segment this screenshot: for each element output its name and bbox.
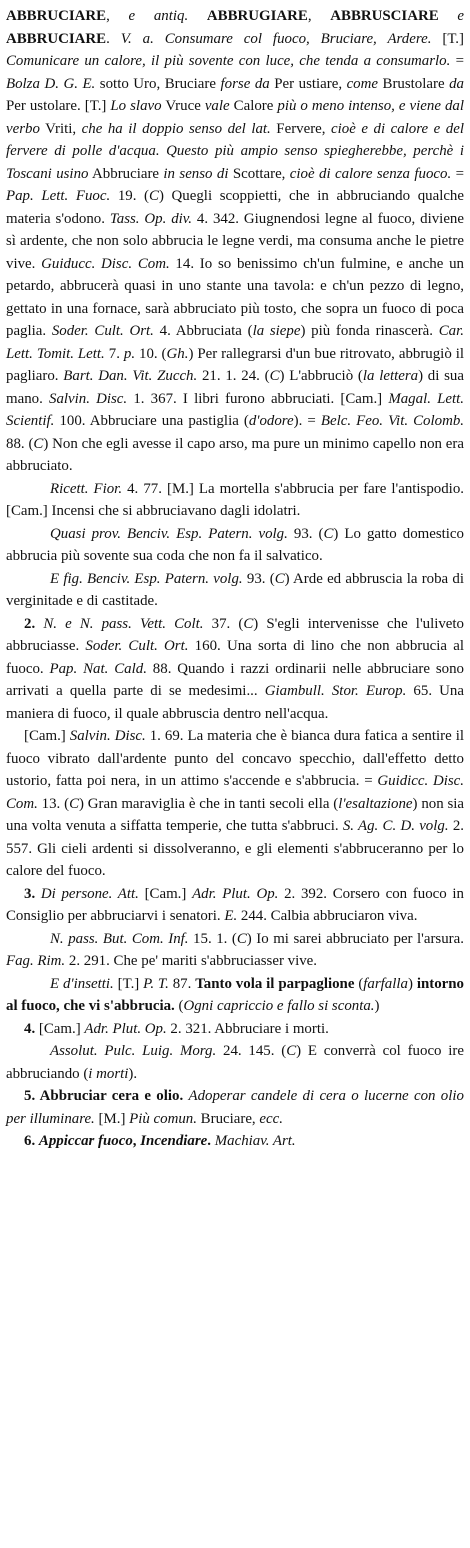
entry-paragraph-n-pass: N. pass. But. Com. Inf. 15. 1. (C) Io mi sarei abbruciato per l'arsura. Fag. Rim. 2. 291. Che pe' mariti s'abbruciasser vive. [6, 930, 464, 969]
entry-sense-2: 2. N. e N. pass. Vett. Colt. 37. (C) S'egli intervenisse che l'uliveto abbruciasse. Soder. Cult. Ort. 160. Una sorta di lino che non abbrucia al fuoco. Pap. Nat. Cald. 88. Quando i razzi ordinarii nelle abbruciare sono arrivati a quella parte di se medesimi... Giambull. Stor. Europ. 65. Una maniera di fuoco, il quale abbruscia dentro nell'acqua. [6, 615, 464, 722]
entry-paragraph-salvini: [Cam.] Salvin. Disc. 1. 69. La materia che è bianca dura fatica a sentire il fuoco vibrato dall'ardente punto del concavo specchio, dall'effetto detto ustorio, fatta poi nera, in un attimo s'accende e s'abbrucia. = Guidicc. Disc. Com. 13. (C) Gran maraviglia è che in tanti secoli ella (l'esaltazione) non sia una volta venuta a siffatta temperie, che tutta s'abbruci. S. Ag. C. D. volg. 2. 557. Gli cieli ardenti si dissolveranno, e gli elementi s'abbruceranno per lo calore del fuoco. [6, 728, 465, 879]
entry-sense-3: 3. Di persone. Att. [Cam.] Adr. Plut. Op. 2. 392. Corsero con fuoco in Consiglio per abbruciarvi i senatori. E. 244. Calbia abbruciaron viva. [6, 885, 464, 924]
entry-sense-6: 6. Appiccar fuoco, Incendiare. Machiav. Art. [24, 1133, 296, 1149]
entry-paragraph-quasi-prov: Quasi prov. Benciv. Esp. Patern. volg. 93. (C) Lo gatto domestico abbrucia più sovente sua coda che non fa il salvatico. [6, 525, 464, 564]
entry-paragraph-insetti: E d'insetti. [T.] P. T. 87. Tanto vola il parpaglione (farfalla) intorno al fuoco, che vi s'abbrucia. (Ogni capriccio e fallo si sconta.) [6, 975, 464, 1014]
entry-sense-4: 4. [Cam.] Adr. Plut. Op. 2. 321. Abbruciare i morti. [24, 1020, 329, 1037]
entry-definition-paragraph: ABBRUCIARE, e antiq. ABBRUGIARE, ABBRUSCIARE e ABBRUCIARE. V. a. Consumare col fuoco, Bruciare, Ardere. [T.] Comunicare un calore, il più sovente con luce, che tenda a consumarlo. = Bolza D. G. E. sotto Uro, Bruciare forse da Per ustiare, come Brustolare da Per ustolare. [T.] Lo slavo Vruce vale Calore più o meno intenso, e viene dal verbo Vriti, che ha il doppio senso del lat. Fervere, cioè e di calore e del fervere di polle d'acqua. Questo più ampio senso spiegherebbe, perchè i Toscani usino Abbruciare in senso di Scottare, cioè di calore senza fuoco. = Pap. Lett. Fuoc. 19. (C) Quegli scoppietti, che in abbruciando qualche materia s'odono. Tass. Op. div. 4. 342. Giugnendosi legne al fuoco, diviene sì ardente, che non solo abbrucia le legne verdi, ma consuma anche le pietre vive. Guiducc. Disc. Com. 14. Io so benissimo ch'un fulmine, e anche un petardo, abbrucerà quasi in uno stante una tavola: e ch'un pezzo di legno, gettato in una fornace, sarà abbruciato più tosto, che sopra un fuoco di poca paglia. Soder. Cult. Ort. 4. Abbruciata (la siepe) più fonda rinascerà. Car. Lett. Tomit. Lett. 7. p. 10. (Gh.) Per rallegrarsi d'un bue ritrovato, abbrugiò il pagliaro. Bart. Dan. Vit. Zucch. 21. 1. 24. (C) L'abbruciò (la lettera) di sua mano. Salvin. Disc. 1. 367. I libri furono abbruciati. [Cam.] Magal. Lett. Scientif. 100. Abbruciare una pastiglia (d'odore). = Belc. Feo. Vit. Colomb. 88. (C) Non che egli avesse il capo arso, ma pure un minimo capello non era abbruciato. [6, 8, 465, 474]
entry-paragraph-fig: E fig. Benciv. Esp. Patern. volg. 93. (C) Arde ed abbruscia la roba di verginitade e di castitade. [6, 570, 464, 609]
entry-paragraph-assolut: Assolut. Pulc. Luig. Morg. 24. 145. (C) E converrà col fuoco ire abbruciando (i morti). [6, 1043, 464, 1082]
entry-paragraph-ricettario: Ricett. Fior. 4. 77. [M.] La mortella s'abbrucia per fare l'antispodio. [Cam.] Incensi che si abbruciavano dagli idolatri. [6, 480, 464, 519]
entry-sense-5: 5. Abbruciar cera e olio. Adoperar candele di cera o lucerne con olio per illuminare. [M.] Più comun. Bruciare, ecc. [6, 1088, 464, 1127]
